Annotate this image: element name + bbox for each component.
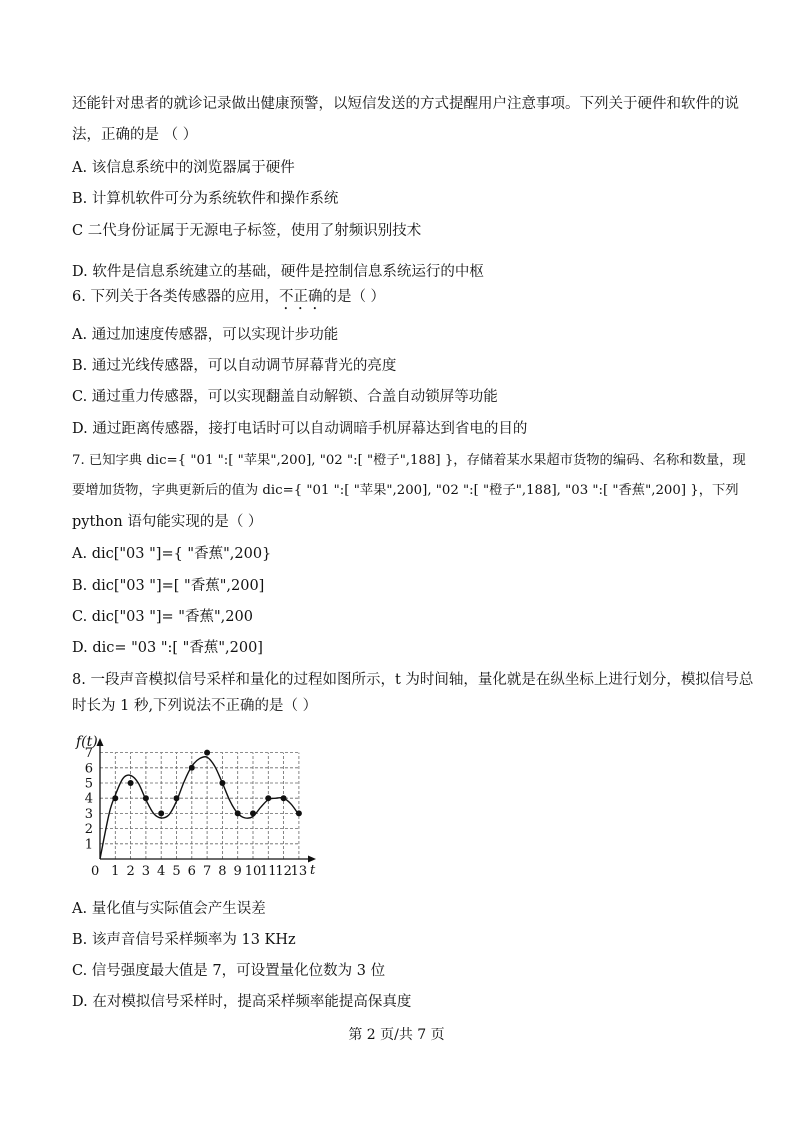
x-tick-label: 9 [233, 864, 242, 879]
sample-point [112, 795, 118, 801]
sample-point [219, 780, 225, 786]
sample-point [281, 795, 287, 801]
y-tick-label: 4 [84, 791, 93, 807]
origin-label: 0 [91, 864, 100, 879]
q6-option-b: B. 通过光线传感器，可以自动调节屏幕背光的亮度 [72, 358, 397, 374]
q8-option-d: D. 在对模拟信号采样时，提高采样频率能提高保真度 [72, 994, 412, 1010]
sample-point [265, 795, 271, 801]
q8-stem-line-1: 8. 一段声音模拟信号采样和量化的过程如图所示，t 为时间轴，量化就是在纵坐标上进行划分，模拟信号总 [72, 672, 754, 688]
q5-option-a: A. 该信息系统中的浏览器属于硬件 [72, 160, 295, 176]
y-axis-label: f(t) [76, 734, 98, 750]
x-tick-label: 10 [244, 864, 262, 879]
q8-option-a: A. 量化值与实际值会产生误差 [72, 901, 266, 917]
sample-point [296, 810, 302, 816]
x-tick-label: 11 [260, 864, 277, 879]
x-tick-label: 4 [157, 864, 166, 879]
analog-signal-curve [100, 757, 299, 859]
q7-stem-line-1: 7. 已知字典 dic={ "01 ":[ "苹果",200], "02 ":[ "橙子",188] }，存储着某水果超市货物的编码、名称和数量，现 [72, 453, 746, 468]
chart-curve [100, 757, 299, 859]
sample-point [204, 750, 210, 756]
y-tick-label: 1 [84, 837, 93, 853]
q6-stem-prefix: 6. 下列关于各类传感器的应用， [72, 289, 279, 305]
y-tick-label: 6 [84, 761, 93, 777]
q7-option-a: A. dic["03 "]={ "香蕉",200} [72, 546, 272, 562]
x-tick-label: 1 [111, 864, 120, 879]
q8-stem-line-2: 时长为 1 秒,下列说法不正确的是（ ） [72, 698, 318, 714]
sample-point [143, 795, 149, 801]
q7-stem-line-3: python 语句能实现的是（ ） [72, 514, 263, 530]
x-tick-label: 13 [290, 864, 308, 879]
page-footer: 第 2 页/共 7 页 [348, 1027, 445, 1043]
x-tick-label: 5 [172, 864, 181, 879]
q7-option-c: C. dic["03 "]= "香蕉",200 [72, 609, 253, 625]
x-axis-label: t [310, 863, 316, 878]
q6-option-c: C. 通过重力传感器，可以实现翻盖自动解锁、合盖自动锁屏等功能 [72, 389, 498, 405]
y-tick-label: 5 [84, 776, 93, 792]
y-tick-label: 2 [84, 822, 93, 838]
q6-stem-emphasis: 不正确 [278, 289, 323, 305]
q5-option-c: C 二代身份证属于无源电子标签，使用了射频识别技术 [72, 223, 422, 239]
q6-stem-suffix: 的是（ ） [322, 289, 386, 305]
x-axis-arrow [308, 856, 316, 863]
x-tick-label: 3 [141, 864, 151, 879]
x-tick-label: 8 [218, 864, 227, 879]
x-tick-label: 6 [187, 864, 196, 879]
q6-stem [72, 287, 385, 313]
x-tick-label: 12 [275, 864, 292, 879]
q8-option-c: C. 信号强度最大值是 7，可设置量化位数为 3 位 [72, 963, 386, 979]
q7-option-b: B. dic["03 "]=[ "香蕉",200] [72, 578, 265, 594]
q5-option-b: B. 计算机软件可分为系统软件和操作系统 [72, 191, 339, 207]
q7-option-d: D. dic= "03 ":[ "香蕉",200] [72, 640, 263, 656]
y-tick-label: 3 [84, 806, 93, 822]
sample-point [174, 795, 180, 801]
q6-option-d: D. 通过距离传感器，接打电话时可以自动调暗手机屏幕达到省电的目的 [72, 421, 528, 437]
q6-option-a: A. 通过加速度传感器，可以实现计步功能 [72, 327, 339, 343]
x-tick-label: 2 [126, 864, 135, 879]
q5-stem-line-1: 还能针对患者的就诊记录做出健康预警，以短信发送的方式提醒用户注意事项。下列关于硬件和软件的说 [72, 96, 739, 112]
sample-point [128, 780, 134, 786]
q8-option-b: B. 该声音信号采样频率为 13 KHz [72, 932, 296, 948]
sampling-chart [70, 728, 330, 880]
y-tick-label: 7 [84, 746, 93, 762]
q5-stem-line-2: 法，正确的是 （ ） [72, 127, 198, 143]
chart-grid [100, 753, 299, 859]
q5-option-d: D. 软件是信息系统建立的基础，硬件是控制信息系统运行的中枢 [72, 264, 484, 280]
x-tick-label: 7 [202, 864, 212, 879]
sample-point [235, 810, 241, 816]
sample-point [250, 810, 256, 816]
sample-point [158, 810, 164, 816]
q7-stem-line-2: 要增加货物，字典更新后的值为 dic={ "01 ":[ "苹果",200], "02 ":[ "橙子",188], "03 ":[ "香蕉",200] }，下列 [72, 483, 739, 498]
sample-point [189, 765, 195, 771]
